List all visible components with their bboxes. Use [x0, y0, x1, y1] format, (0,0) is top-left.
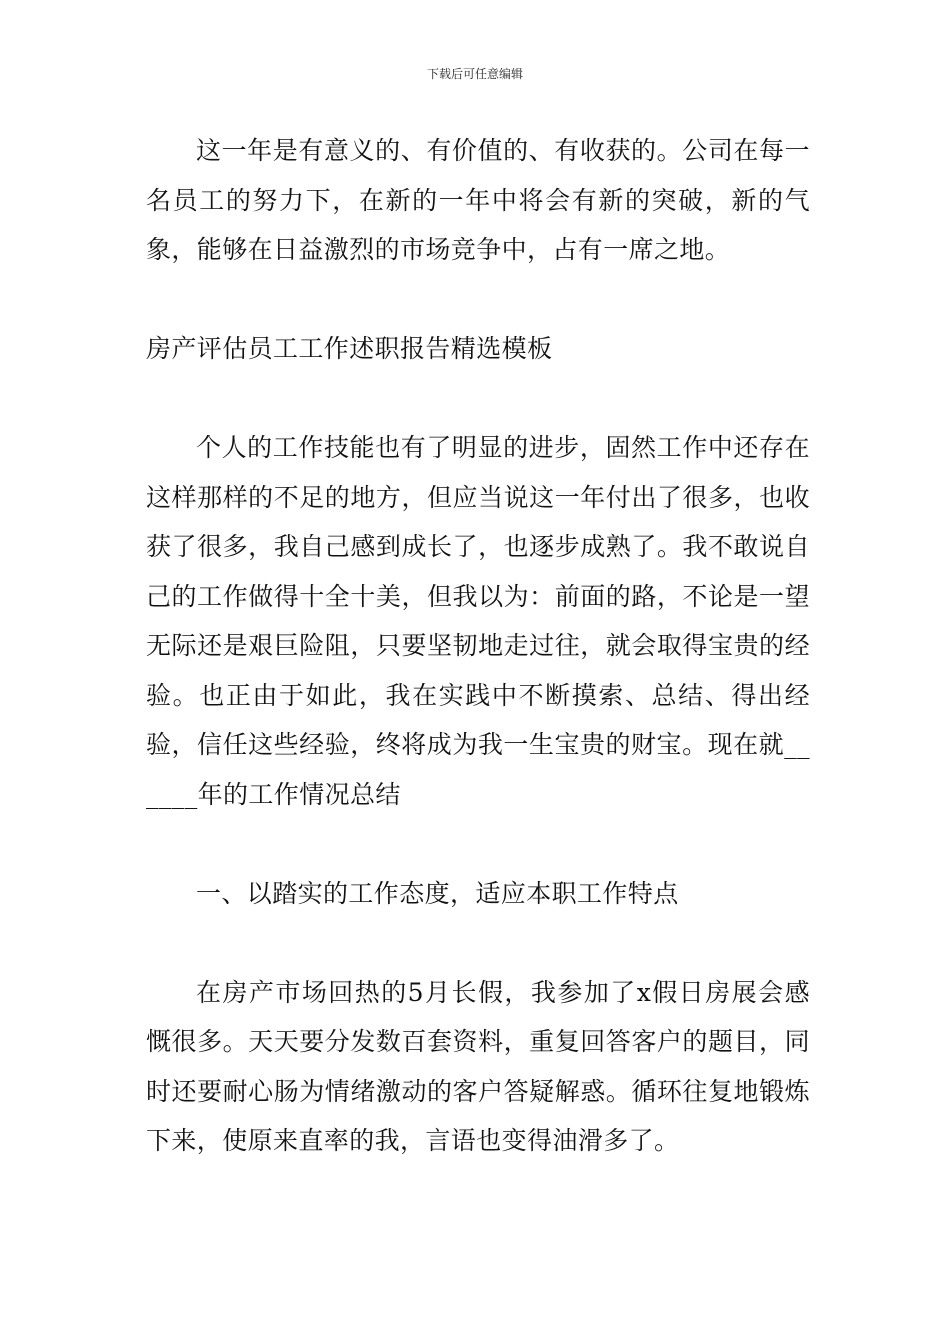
paragraph-property-fair: 在房产市场回热的5月长假，我参加了x假日房展会感慨很多。天天要分发数百套资料，重复回答客户的题目，同时还要耐心肠为情绪激动的客户答疑解惑。循环往复地锻炼下来，使原来直率的我，言语也变得油滑多了。: [146, 977, 810, 1155]
paragraph-skills: 个人的工作技能也有了明显的进步，固然工作中还存在这样那样的不足的地方，但应当说这一年付出了很多，也收获了很多，我自己感到成长了，也逐步成熟了。我不敢说自己的工作做得十全十美，但我以为：前面的路，不论是一望无际还是艰巨险阻，只要坚韧地走过往，就会取得宝贵的经验。也正由于如此，我在实践中不断摸索、总结、得出经验，信任这些经验，终将成为我一生宝贵的财宝。现在就______年的工作情况总结: [146, 433, 810, 809]
paragraph-gap: [146, 918, 810, 968]
paragraph-gap: [146, 819, 810, 869]
page-header-note: 下载后可任意编辑: [426, 67, 523, 81]
document-title: 房产评估员工工作述职报告精选模板: [146, 334, 553, 363]
paragraph-gap: [146, 275, 810, 325]
paragraph-gap: [146, 374, 810, 424]
document-body: [146, 126, 810, 1166]
section-heading-1: 一、以踏实的工作态度，适应本职工作特点: [196, 878, 679, 908]
paragraph-intro: 这一年是有意义的、有价值的、有收获的。公司在每一名员工的努力下，在新的一年中将会有新的突破，新的气象，能够在日益激烈的市场竞争中，占有一席之地。: [146, 136, 810, 264]
